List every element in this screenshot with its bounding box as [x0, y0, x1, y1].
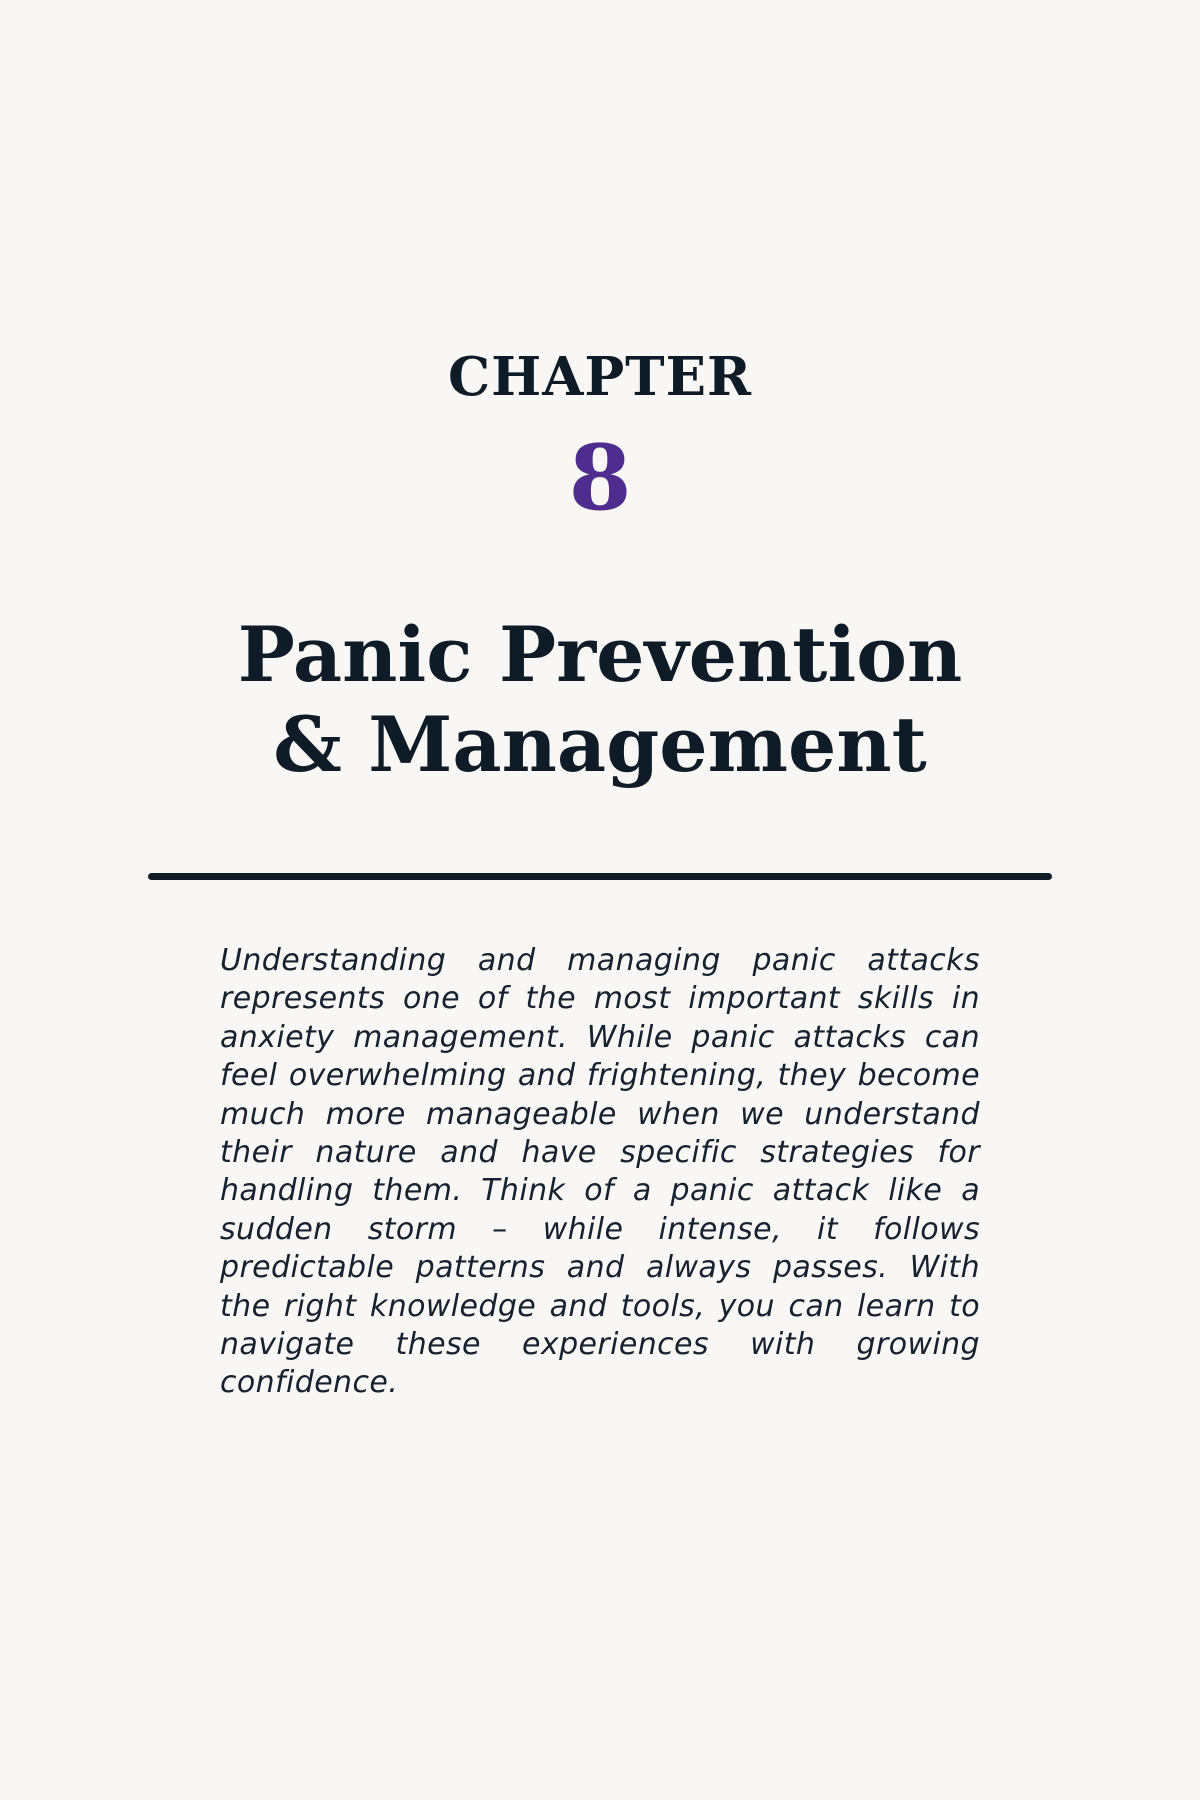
- chapter-intro-paragraph: Understanding and managing panic attacks represents one of the most important skills in anxiety management. While panic attacks can feel overwhelming and frightening, they become much more manageable when we understand their nature and have specific strategies for handling them. Think of a panic attack like a sudden storm – while intense, it follows predictable patterns and always passes. With the right knowledge and tools, you can learn to navigate these experiences with growing confidence.: [220, 943, 980, 1401]
- chapter-title-line-2: & Management: [273, 700, 927, 789]
- chapter-number: 8: [568, 425, 632, 531]
- chapter-title: [120, 610, 1080, 790]
- section-divider: [148, 873, 1052, 880]
- chapter-title-line-1: Panic Prevention: [237, 610, 963, 699]
- chapter-label: CHAPTER: [447, 346, 753, 408]
